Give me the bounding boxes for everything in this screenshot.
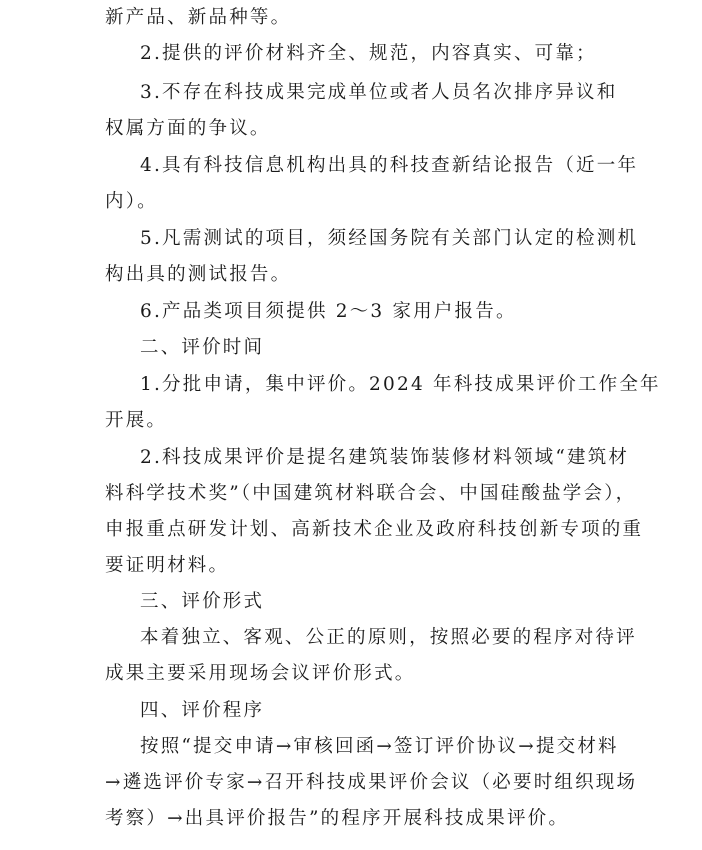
text-line: 考察）→出具评价报告”的程序开展科技成果评价。 bbox=[105, 808, 570, 829]
text-line: 6.产品类项目须提供 2～3 家用户报告。 bbox=[140, 301, 517, 322]
text-line: 料科学技术奖”（中国建筑材料联合会、中国硅酸盐学会）， bbox=[105, 483, 637, 504]
text-line: 新产品、新品种等。 bbox=[105, 7, 292, 28]
text-line: 按照“提交申请→审核回函→签订评价协议→提交材料 bbox=[140, 736, 619, 757]
section-heading: 三、评价形式 bbox=[140, 591, 265, 612]
section-heading: 四、评价程序 bbox=[140, 700, 265, 721]
text-line: 5.凡需测试的项目，须经国务院有关部门认定的检测机 bbox=[140, 228, 639, 249]
text-line: 1.分批申请，集中评价。2024 年科技成果评价工作全年 bbox=[140, 374, 661, 395]
text-line: 要证明材料。 bbox=[105, 555, 230, 576]
text-line: →遴选评价专家→召开科技成果评价会议（必要时组织现场 bbox=[105, 772, 638, 793]
text-line: 成果主要采用现场会议评价形式。 bbox=[105, 663, 416, 684]
text-line: 4.具有科技信息机构出具的科技查新结论报告（近一年 bbox=[140, 155, 639, 176]
section-heading: 二、评价时间 bbox=[140, 337, 265, 358]
text-line: 内）。 bbox=[105, 191, 158, 212]
text-line: 构出具的测试报告。 bbox=[105, 264, 292, 285]
text-line: 申报重点研发计划、高新技术企业及政府科技创新专项的重 bbox=[105, 519, 644, 540]
text-line: 2.提供的评价材料齐全、规范，内容真实、可靠； bbox=[140, 43, 597, 64]
text-line: 2.科技成果评价是提名建筑装饰装修材料领域“建筑材 bbox=[140, 447, 630, 468]
text-line: 权属方面的争议。 bbox=[105, 118, 271, 139]
text-line: 3.不存在科技成果完成单位或者人员名次排序异议和 bbox=[140, 82, 618, 103]
text-line: 本着独立、客观、公正的原则，按照必要的程序对待评 bbox=[140, 627, 637, 648]
text-line: 开展。 bbox=[105, 410, 168, 431]
